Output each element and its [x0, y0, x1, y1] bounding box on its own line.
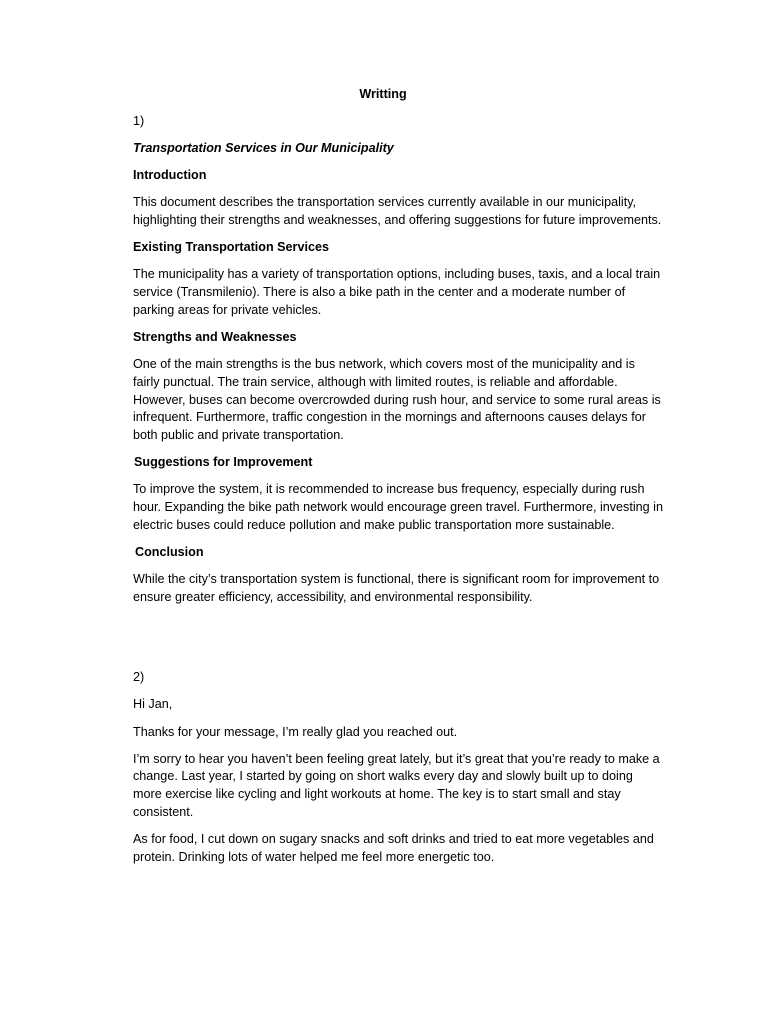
section-1-heading: Transportation Services in Our Municipality [133, 140, 394, 155]
document-page [133, 86, 663, 876]
letter-paragraph-3: As for food, I cut down on sugary snacks and soft drinks and tried to eat more vegetables and protein. Drinking lots of water helped me feel more energetic too. [133, 832, 654, 864]
section-1-number: 1) [133, 113, 145, 128]
introduction-paragraph: This document describes the transportation services currently available in our municipality, highlighting their strengths and weaknesses, and offering suggestions for future improvements. [133, 195, 662, 228]
section-2-number: 2) [133, 670, 145, 685]
letter-paragraph-1: Thanks for your message, I’m really glad you reached out. [133, 724, 458, 739]
conclusion-paragraph: While the city’s transportation system is functional, there is significant room for improvement to ensure greater efficiency, accessibility, and environmental responsibility. [133, 572, 660, 604]
strengths-weaknesses-paragraph: One of the main strengths is the bus network, which covers most of the municipality and is fairly punctual. The train service, although with limited routes, is reliable and affordable. However, buses can become overcrowded during rush hour, and service to some rural areas is infrequent. Furthermore, traffic congestion in the mornings and afternoons causes delays for both public and private transportation. [133, 357, 661, 443]
strengths-weaknesses-heading: Strengths and Weaknesses [133, 330, 297, 345]
suggestions-heading: Suggestions for Improvement [134, 455, 313, 470]
existing-services-heading: Existing Transportation Services [133, 240, 329, 255]
letter-greeting: Hi Jan, [133, 697, 173, 712]
section-spacer [133, 616, 663, 669]
suggestions-paragraph: To improve the system, it is recommended to increase bus frequency, especially during rush hour. Expanding the bike path network would encourage green travel. Furthermore, investing in electric buses could reduce pollution and make public transportation more sustainable. [133, 482, 663, 532]
conclusion-heading: Conclusion [135, 545, 204, 560]
introduction-heading: Introduction [133, 168, 207, 183]
letter-paragraph-2: I’m sorry to hear you haven’t been feeling great lately, but it’s great that you’re ready to make a change. Last year, I started by going on short walks every day and slowly built up to doing more exercise like cycling and light workouts at home. The key is to start small and stay consistent. [133, 751, 660, 819]
document-title: Writting [359, 87, 407, 101]
existing-services-paragraph: The municipality has a variety of transportation options, including buses, taxis, and a local train service (Transmilenio). There is also a bike path in the center and a moderate number of parking areas for private vehicles. [133, 267, 661, 317]
